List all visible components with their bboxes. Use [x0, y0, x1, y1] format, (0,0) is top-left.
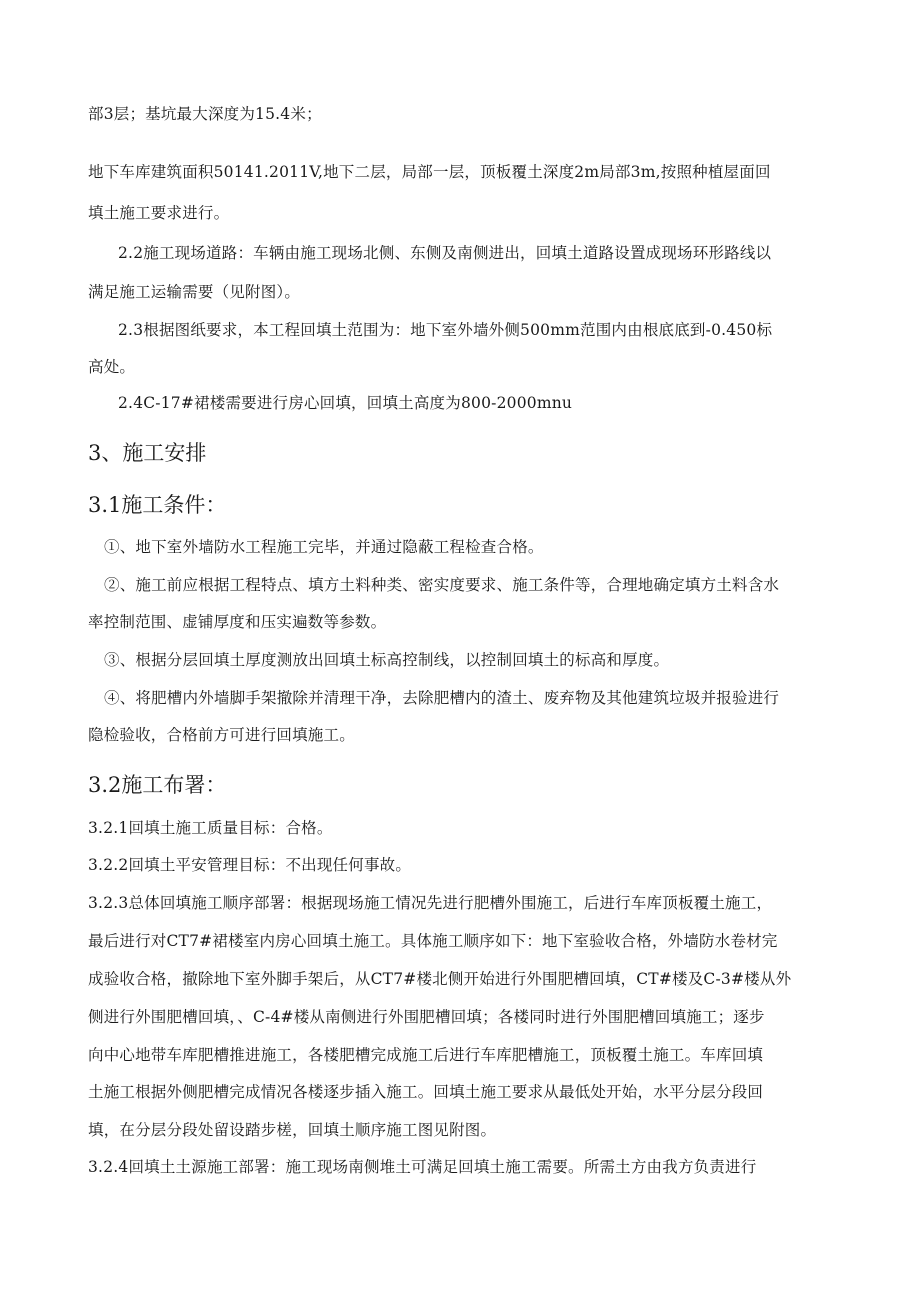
paragraph-line: 高处。: [88, 358, 136, 376]
subsection-heading: 3.1施工条件：: [88, 493, 227, 517]
list-item: ③、根据分层回填土厚度测放出回填土标高控制线，以控制回填土的标高和厚度。: [104, 651, 670, 669]
paragraph-line: 2.3根据图纸要求，本工程回填土范围为：地下室外墙外侧500mm范围内由根底底到-0.450标: [118, 321, 773, 339]
paragraph-line: 3.2.1回填土施工质量目标：合格。: [88, 819, 333, 837]
paragraph-line: 填土施工要求进行。: [88, 204, 230, 222]
section-heading: 3、施工安排: [88, 441, 207, 465]
paragraph-line: 填，在分层分段处留设踏步槎，回填土顺序施工图见附图。: [88, 1121, 497, 1139]
paragraph-line: 侧进行外围肥槽回填，、C-4#楼从南侧进行外围肥槽回填；各楼同时进行外围肥槽回填施工；逐步: [88, 1008, 765, 1026]
paragraph-line: 最后进行对CT7#裙楼室内房心回填土施工。具体施工顺序如下：地下室验收合格，外墙防水卷材完: [88, 932, 778, 950]
paragraph-line: 2.4C-17#裙楼需要进行房心回填，回填土高度为800-2000mnu: [118, 394, 573, 412]
paragraph-line: 率控制范围、虚铺厚度和压实遍数等参数。: [88, 613, 387, 631]
paragraph-line: 3.2.4回填土土源施工部署：施工现场南侧堆土可满足回填土施工需要。所需土方由我方负责进行: [88, 1158, 757, 1176]
paragraph-line: 满足施工运输需要（见附图）。: [88, 283, 301, 301]
paragraph-line: 土施工根据外侧肥槽完成情况各楼逐步插入施工。回填土施工要求从最低处开始，水平分层分段回: [88, 1083, 764, 1101]
paragraph-line: 地下车库建筑面积50141.2011V,地下二层，局部一层，顶板覆土深度2m局部3m,按照种植屋面回: [88, 163, 771, 181]
paragraph-line: 2.2施工现场道路：车辆由施工现场北侧、东侧及南侧进出，回填土道路设置成现场环形路线以: [118, 244, 772, 262]
paragraph-line: 向中心地带车库肥槽推进施工，各楼肥槽完成施工后进行车库肥槽施工，顶板覆土施工。车库回填: [88, 1046, 764, 1064]
list-item: ④、将肥槽内外墙脚手架撤除并清理干净，去除肥槽内的渣土、废弃物及其他建筑垃圾并报验进行: [104, 689, 780, 707]
subsection-heading: 3.2施工布署：: [88, 773, 227, 797]
list-item: ①、地下室外墙防水工程施工完毕，并通过隐蔽工程检查合格。: [104, 538, 544, 556]
paragraph-line: 3.2.2回填土平安管理目标：不出现任何事故。: [88, 856, 412, 874]
paragraph-line: 隐检验收，合格前方可进行回填施工。: [88, 726, 355, 744]
paragraph-line: 成验收合格，撤除地下室外脚手架后，从CT7#楼北侧开始进行外围肥槽回填，CT#楼及C-3#楼从外: [88, 970, 792, 988]
list-item: ②、施工前应根据工程特点、填方土料种类、密实度要求、施工条件等，合理地确定填方土料含水: [104, 576, 780, 594]
paragraph-line: 部3层；基坑最大深度为15.4米；: [88, 105, 322, 123]
paragraph-line: 3.2.3总体回填施工顺序部署：根据现场施工情况先进行肥槽外围施工，后进行车库顶板覆土施工，: [88, 894, 773, 912]
